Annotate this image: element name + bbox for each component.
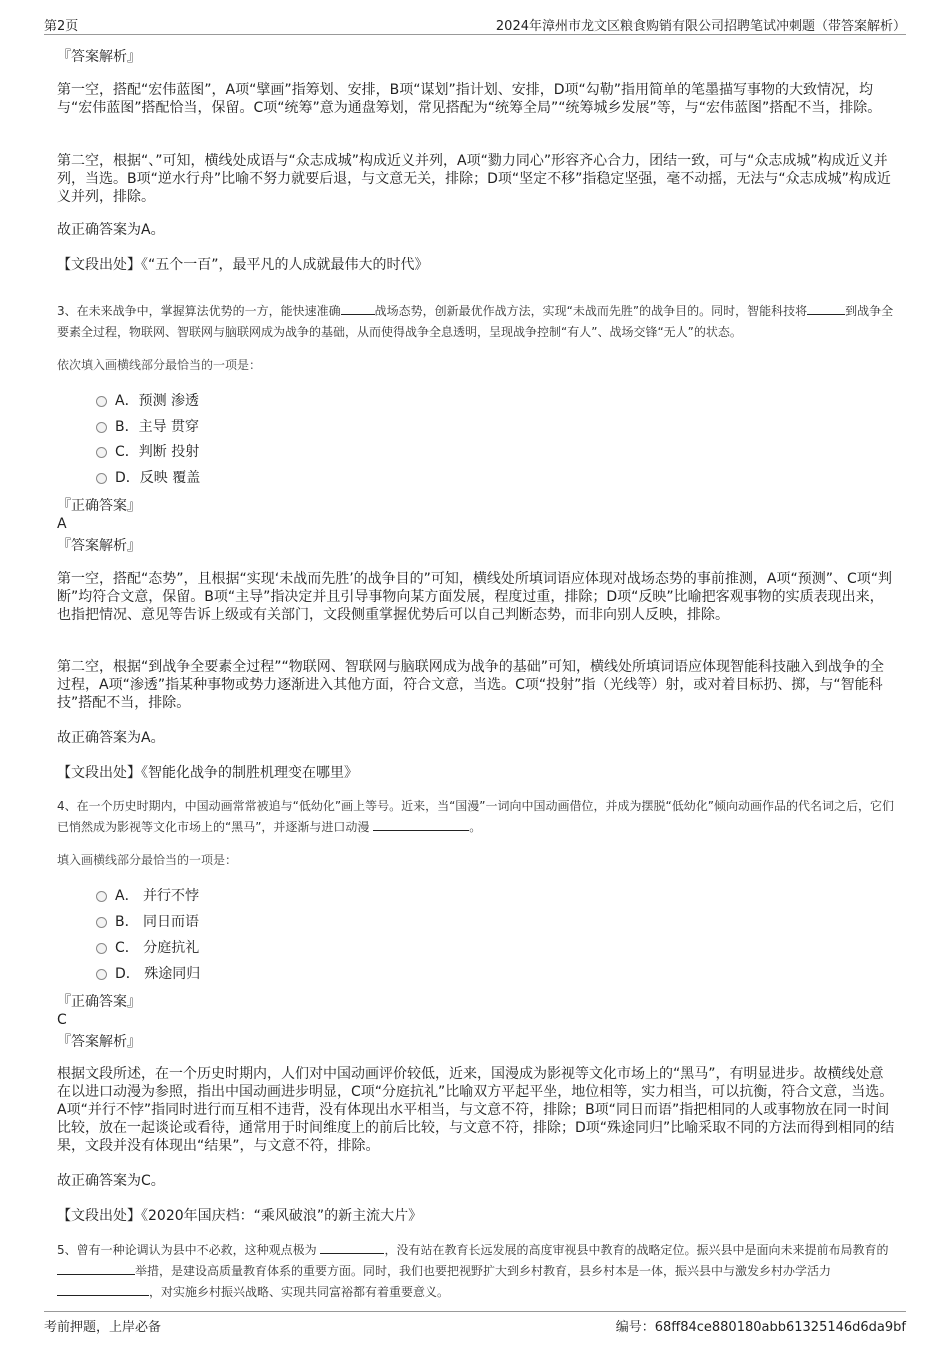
q2-conclusion: 故正确答案为A。	[57, 222, 165, 238]
q3-option-b-label: B．主导 贯穿	[115, 419, 200, 435]
q5-stem-part1: 5、曾有一种论调认为县中不必救，这种观点极为	[57, 1243, 317, 1257]
q4-option-c[interactable]	[96, 939, 199, 957]
q3-option-d[interactable]	[96, 469, 200, 487]
q2-analysis-para2: 第二空，根据“、”可知，横线处成语与“众志成城”构成近义并列，A项“勠力同心”形容齐心合力，团结一致，可与“众志成城”构成近义并列，当选。B项“逆水行舟”比喻不努力就要后退，与文意无关，排除；D项“坚定不移”指稳定坚强，毫不动摇，无法与“众志成城”构成近义并列，排除。	[57, 153, 891, 205]
q3-blank-1	[341, 303, 375, 315]
q4-stem-part2: 名词之后，它们已悄然成为影视等文化市场上的“黑马”，并逐渐与进口动漫	[57, 799, 894, 834]
q3-analysis-para1: 第一空，搭配“态势”，且根据“实现‘未战而先胜’的战争目的”可知，横线处所填词语应体现对战场态势的事前推测，A项“预测”、C项“判断”均符合文意，保留。B项“主导”指决定并且引导事物向某方面发展，程度过重，排除；D项“反映”比喻把客观事物的实质表现出来，也指把情况、意见等告诉上级或有关部门，文段侧重掌握优势后可以自己判断态势，而非向别人反映，排除。	[57, 571, 893, 623]
q3-option-a[interactable]	[96, 392, 199, 410]
radio-icon[interactable]	[96, 969, 107, 980]
q4-analysis-label: 『答案解析』	[57, 1034, 141, 1050]
q3-conclusion: 故正确答案为A。	[57, 730, 165, 746]
page-footer	[44, 1311, 906, 1335]
q4-correct-answer: C	[57, 1012, 67, 1028]
q4-blank	[373, 819, 469, 831]
radio-icon[interactable]	[96, 473, 107, 484]
q2-analysis-para1: 第一空，搭配“宏伟蓝图”，A项“擘画”指筹划、安排，B项“谋划”指计划、安排，D项“勾勒”指用简单的笔墨描写事物的大致情况，均与“宏伟蓝图”搭配恰当，保留。C项“统筹”意为通盘筹划，常见搭配为“统筹全局”“统筹城乡发展”等，与“宏伟蓝图”搭配不当，排除。	[57, 82, 882, 116]
q3-option-d-label: D．反映 覆盖	[115, 470, 201, 486]
q4-option-b-label: B． 同日而语	[115, 914, 200, 930]
q4-option-a[interactable]	[96, 887, 199, 905]
q3-option-c-label: C．判断 投射	[115, 444, 200, 460]
q3-stem-part2: 战场态势，创新最优作战方法，实现“未战而先胜”的战争目的。同时，智能科技将	[374, 304, 808, 318]
q3-option-b[interactable]	[96, 418, 199, 436]
q5-blank-3	[57, 1284, 149, 1296]
q3-correct-label: 『正确答案』	[57, 498, 141, 514]
q3-blank-2	[807, 303, 845, 315]
q4-stem	[57, 796, 895, 838]
q3-stem	[57, 301, 895, 343]
q2-analysis-label: 『答案解析』	[57, 49, 141, 65]
q4-stem-end: 。	[469, 820, 482, 834]
q3-stem-part3: 到战争全要素全过程，物联网、智联网与脑联网成为战争的基础，从而使得战争全息透明，呈现战争控制“有人”、战场交锋“无人”的状态。	[57, 304, 894, 339]
document-code: 编号：68ff84ce880180abb61325146d6da9bf	[615, 1320, 906, 1335]
q3-option-c[interactable]	[96, 443, 199, 461]
radio-icon[interactable]	[96, 422, 107, 433]
q3-prompt: 依次填入画横线部分最恰当的一项是：	[57, 358, 262, 372]
q5-stem-part3: 前布局教育的	[816, 1243, 889, 1257]
q5-stem-part4: 举措，是建设高质量教育体系的重要方面。同时，我们也要把视野扩大到乡村教育，县乡村本是一体，振兴县中与	[135, 1264, 736, 1278]
q4-stem-part1: 4、在一个历史时期内，中国动画常常被追与“低幼化”画上等号。近来，当“国漫”一词向中国动画借位，并成为摆脱“低幼化”倾向动画作品的代	[57, 799, 810, 813]
q3-analysis-label: 『答案解析』	[57, 538, 141, 554]
q3-analysis-para2: 第二空，根据“到战争全要素全过程”“物联网、智联网与脑联网成为战争的基础”可知，横线处所填词语应体现智能科技融入到战争的全过程，A项“渗透”指某种事物或势力逐渐进入其他方面，符合文意，当选。C项“投射”指（光线等）射，或对着目标扔、掷，与“智能科技”搭配不当，排除。	[57, 659, 885, 711]
page-header	[44, 13, 906, 35]
q3-stem-part1: 3、在未来战争中，掌握算法优势的一方，能快速准确	[57, 304, 341, 318]
q4-option-d[interactable]	[96, 965, 200, 983]
radio-icon[interactable]	[96, 396, 107, 407]
q3-correct-answer: A	[57, 516, 67, 532]
q4-prompt: 填入画横线部分最恰当的一项是：	[57, 853, 238, 867]
q4-correct-label: 『正确答案』	[57, 994, 141, 1010]
q4-option-b[interactable]	[96, 913, 199, 931]
radio-icon[interactable]	[96, 447, 107, 458]
footer-slogan: 考前押题，上岸必备	[44, 1320, 162, 1335]
q2-source: 【文段出处】《“五个一百”，最平凡的人成就最伟大的时代》	[57, 257, 429, 273]
q4-source: 【文段出处】《2020年国庆档：“乘风破浪”的新主流大片》	[57, 1208, 423, 1224]
q5-blank-2	[57, 1263, 135, 1275]
q3-source: 【文段出处】《智能化战争的制胜机理变在哪里》	[57, 765, 358, 781]
document-title: 2024年漳州市龙文区粮食购销有限公司招聘笔试冲刺题（带答案解析）	[495, 19, 906, 34]
q4-analysis-para1: 根据文段所述，在一个历史时期内，人们对中国动画评价较低，近来，国漫成为影视等文化市场上的“黑马”，有明显进步。故横线处意在以进口动漫为参照，指出中国动画进步明显，C项“分庭抗礼”比喻双方平起平坐，地位相等，实力相当，可以抗衡，符合文意，当选。A项“并行不悖”指同时进行而互相不违背，没有体现出水平相当，与文意不符，排除；B项“同日而语”指把相同的人或事物放在同一时间比较，放在一起谈论或看待，通常用于时间维度上的前后比较，与文意不符，排除；D项“殊途同归”比喻采取不同的方法而得到相同的结果，文段并没有体现出“结果”，与文意不符，排除。	[57, 1066, 895, 1154]
radio-icon[interactable]	[96, 917, 107, 928]
q4-option-c-label: C． 分庭抗礼	[115, 940, 200, 956]
q4-conclusion: 故正确答案为C。	[57, 1173, 165, 1189]
q3-option-a-label: A．预测 渗透	[115, 393, 200, 409]
q5-stem-part6: ，对实施乡村振兴战略、实现共同富裕都有着重要意义。	[149, 1285, 450, 1299]
q5-stem	[57, 1240, 895, 1303]
q5-blank-1	[320, 1242, 384, 1254]
q5-stem-part2: ，没有站在教育长远发展的高度审视县中教育的战略定位。振兴县中是面向未来提	[384, 1243, 817, 1257]
q5-stem-part5: 激发乡村办学活力	[735, 1264, 832, 1278]
q4-option-a-label: A． 并行不悖	[115, 888, 200, 904]
radio-icon[interactable]	[96, 943, 107, 954]
radio-icon[interactable]	[96, 891, 107, 902]
q4-option-d-label: D． 殊途同归	[115, 966, 201, 982]
page-number: 第2页	[44, 19, 79, 34]
